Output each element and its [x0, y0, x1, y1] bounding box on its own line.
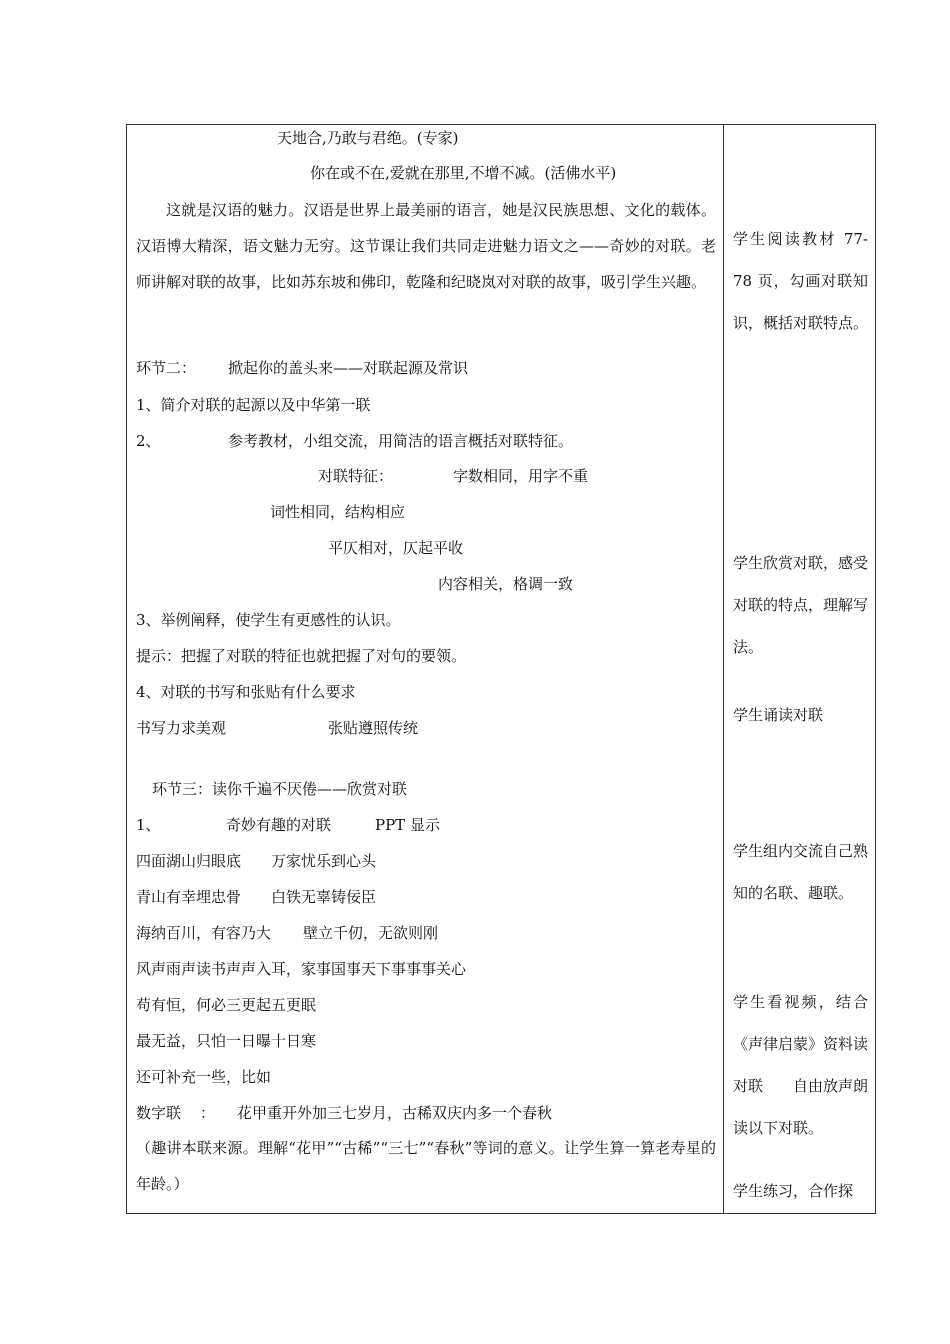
side-note-1: 学生阅读教材 77-78 页，勾画对联知识，概括对联特点。 — [733, 230, 869, 332]
couplet-2a: 青山有幸埋忠骨 — [136, 888, 242, 906]
number-couplet-label: 数字联 — [136, 1104, 182, 1122]
number-couplet: 花甲重开外加三七岁月，古稀双庆内多一个春秋 — [237, 1104, 553, 1122]
couplet-6: 最无益，只怕一日曝十日寒 — [136, 1032, 317, 1050]
intro-paragraph: 这就是汉语的魅力。汉语是世界上最美丽的语言，她是汉民族思想、文化的载体。汉语博大精深，语文魅力无穷。这节课让我们共同走进魅力语文之——奇妙的对联。老师讲解对联的故事，比如苏东坡和佛印，乾隆和纪晓岚对对联的故事，吸引学生兴趣。 — [136, 201, 716, 291]
item-2-number: 2、 — [136, 432, 161, 450]
feature-2: 词性相同，结构相应 — [270, 503, 406, 521]
hint: 提示：把握了对联的特征也就把握了对句的要领。 — [136, 647, 467, 665]
side-note-5: 学生看视频，结合《声律启蒙》资料读对联 自由放声朗读以下对联。 — [733, 993, 869, 1137]
explain-paragraph: （趣讲本联来源。理解“花甲”“古稀”“三七”“春秋”等词的意义。让学生算一算老寿星的年龄。） — [136, 1139, 716, 1193]
feature-1: 字数相同，用字不重 — [453, 467, 589, 485]
posting-requirement: 张贴遵照传统 — [328, 719, 419, 737]
quote-line-2: 你在或不在,爱就在那里,不增不减。(活佛水平) — [310, 164, 617, 182]
supplement-note: 还可补充一些，比如 — [136, 1068, 272, 1086]
section2-label: 环节二： — [136, 359, 197, 377]
side-note-4: 学生组内交流自己熟知的名联、趣联。 — [733, 842, 869, 902]
couplet-3b: 壁立千仞，无欲则刚 — [303, 924, 439, 942]
s3-item-1-number: 1、 — [136, 816, 161, 834]
s3-item-1-text: 奇妙有趣的对联 — [226, 816, 332, 834]
section3-title: 环节三：读你千遍不厌倦——欣赏对联 — [152, 780, 408, 798]
writing-requirement: 书写力求美观 — [136, 719, 227, 737]
item-4: 4、对联的书写和张贴有什么要求 — [136, 683, 356, 701]
couplet-2b: 白铁无辜铸佞臣 — [271, 888, 377, 906]
side-note-2: 学生欣赏对联，感受对联的特点，理解写法。 — [733, 554, 869, 656]
feature-4: 内容相关，格调一致 — [438, 575, 574, 593]
item-2-text: 参考教材，小组交流，用简洁的语言概括对联特征。 — [228, 432, 574, 450]
side-note-6: 学生练习，合作探 — [733, 1182, 854, 1200]
item-1: 1、简介对联的起源以及中华第一联 — [136, 396, 371, 414]
couplet-4: 风声雨声读书声声入耳，家事国事天下事事事关心 — [136, 960, 467, 978]
ppt-note: PPT 显示 — [375, 816, 440, 834]
quote-line-1: 天地合,乃敢与君绝。(专家) — [277, 129, 459, 147]
column-divider — [723, 124, 724, 1214]
section2-title: 掀起你的盖头来——对联起源及常识 — [228, 359, 469, 377]
feature-3: 平仄相对，仄起平收 — [328, 539, 464, 557]
feature-label: 对联特征： — [318, 467, 394, 485]
couplet-1b: 万家忧乐到心头 — [271, 852, 377, 870]
couplet-3a: 海纳百川，有容乃大 — [136, 924, 272, 942]
couplet-5: 苟有恒，何必三更起五更眠 — [136, 996, 317, 1014]
couplet-1a: 四面湖山归眼底 — [136, 852, 242, 870]
number-couplet-colon: ： — [200, 1104, 216, 1122]
item-3: 3、举例阐释，使学生有更感性的认识。 — [136, 611, 401, 629]
side-note-3: 学生诵读对联 — [733, 706, 824, 724]
